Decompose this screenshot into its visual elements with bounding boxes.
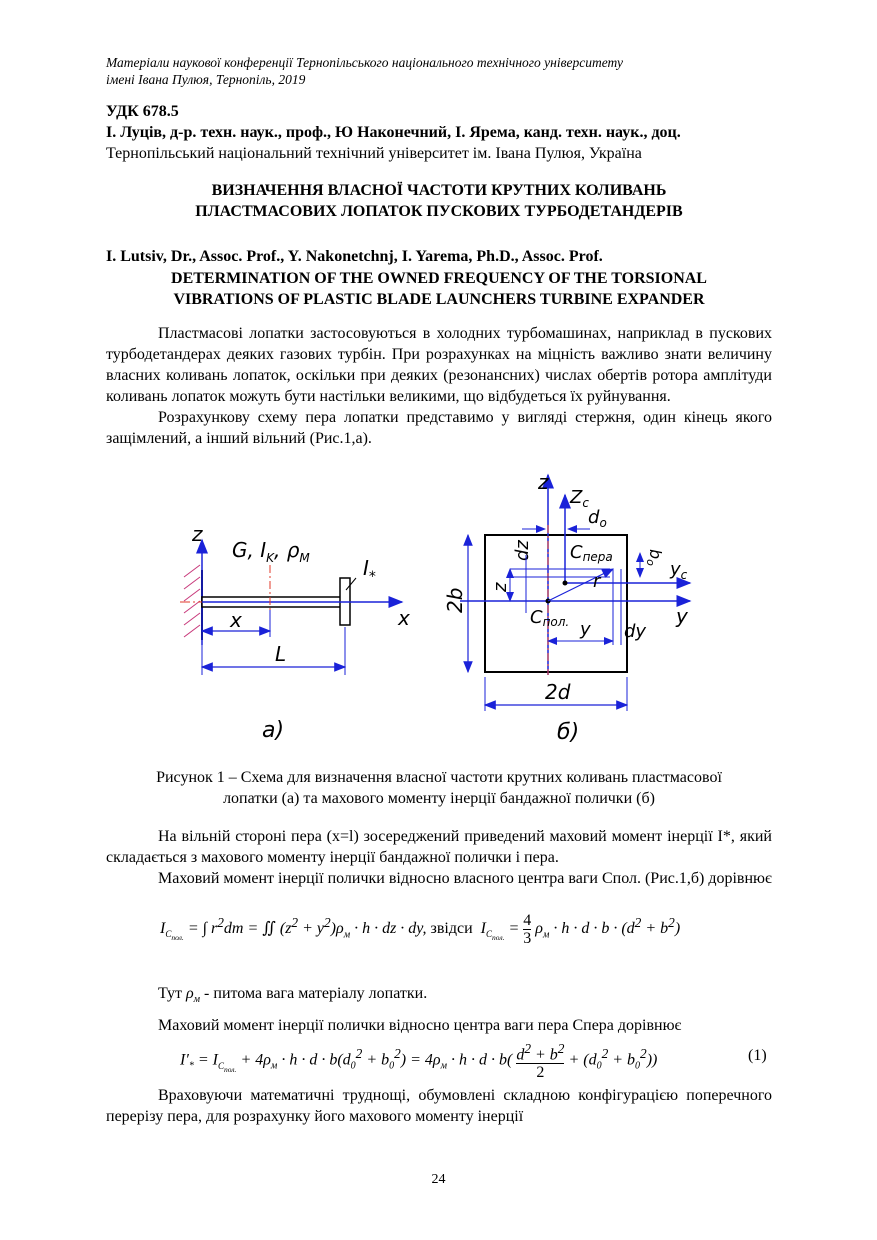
udk-code: УДК 678.5 bbox=[106, 103, 179, 120]
fig-a-x-axis: x bbox=[398, 606, 410, 630]
paragraph-2: Розрахункову схему пера лопатки представимо у вигляді стержня, один кінець якого защімлений, а інший вільний (Рис.1,а). bbox=[106, 409, 772, 447]
body-paragraphs bbox=[106, 826, 772, 889]
fig-a-x-dim: x bbox=[230, 608, 242, 632]
title-ua bbox=[106, 180, 772, 222]
formula-word: звідси bbox=[430, 920, 473, 938]
formula-1: $I'_* = I_{C_{пол.}} + 4\rho_м \cdot h \cdot d \cdot b(d_0^2 + b_0^2) = 4\rho_м \cdot h \cdot d \cdot b$( $\frac{d^2 + b^2}{2}$ + $(d_0^2 + b_0^2)$) bbox=[180, 1041, 658, 1082]
fig-b-z-label: z bbox=[538, 470, 549, 494]
fig-b-dz-label: dz bbox=[512, 540, 533, 561]
fig-b-c-pera-label: Cпера bbox=[570, 542, 613, 564]
fig-b-two-d: 2d bbox=[545, 680, 571, 704]
fig-b-two-b: 2b bbox=[443, 587, 467, 613]
figure-part-b bbox=[443, 470, 690, 745]
equation-number: (1) bbox=[748, 1047, 767, 1064]
paragraph-7-block bbox=[106, 1085, 772, 1127]
fig-b-zc-label: $Z_c$ bbox=[570, 487, 589, 510]
authors-en: I. Lutsiv, Dr., Assoc. Prof., Y. Nakonetchnj, I. Yarema, Ph.D., Assoc. Prof. bbox=[106, 248, 603, 265]
paragraph-7: Враховуючи математичні труднощі, обумовлені складною конфігурацією поперечного перерізу пера, для розрахунку його махового моменту інерції bbox=[106, 1087, 772, 1125]
fig-b-z-inner: z bbox=[490, 582, 511, 592]
fig-a-z-label: z bbox=[192, 522, 203, 546]
title-en bbox=[106, 268, 772, 310]
page-number: 24 bbox=[431, 1172, 446, 1187]
paragraph-3: На вільній стороні пера (x=l) зосереджений приведений маховий момент інерції I*, який складається з махового моменту інерції бандажної полички і пера. bbox=[106, 828, 772, 866]
caption-line-1: Рисунок 1 – Схема для визначення власної частоти крутних коливань пластмасової bbox=[156, 769, 722, 786]
fig-b-y-inner: y bbox=[580, 619, 591, 640]
title-en-line-1: DETERMINATION OF THE OWNED FREQUENCY OF THE TORSIONAL bbox=[171, 270, 707, 287]
fig-a-params: G, $I_K$, $\rho_M$ bbox=[232, 538, 310, 565]
fig-b-d0-label: $d_o$ bbox=[588, 507, 607, 530]
fig-b-c-pol-label: Cпол. bbox=[530, 607, 570, 629]
fig-b-label: б) bbox=[557, 720, 580, 745]
header-line-2: імені Івана Пулюя, Тернопіль, 2019 bbox=[106, 72, 306, 87]
figure-caption bbox=[106, 767, 772, 809]
figure-1 bbox=[170, 465, 710, 755]
paragraph-4: Маховий момент інерції полички відносно власного центра ваги Cпол. (Рис.1,б) дорівнює bbox=[158, 870, 772, 887]
paragraph-6: Маховий момент інерції полички відносно центра ваги пера Cпера дорівнює bbox=[158, 1017, 682, 1035]
fig-a-label: а) bbox=[262, 718, 285, 743]
paragraph-1: Пластмасові лопатки застосовуються в холодних турбомашинах, наприклад в пускових турбодетандерах деяких газових турбін. При розрахунках на міцність важливо знати величину власних коливань лопаток, оскільки при деяких (резонансних) числах обертів ротора амплітуди коливань лопаток можуть бути настільки великими, що відбудеться їх руйнування. bbox=[106, 325, 772, 405]
intro-paragraphs bbox=[106, 323, 772, 449]
figure-part-a bbox=[180, 522, 410, 743]
fig-a-length-l: L bbox=[275, 642, 287, 666]
title-ua-line-2: ПЛАСТМАСОВИХ ЛОПАТОК ПУСКОВИХ ТУРБОДЕТАНДЕРІВ bbox=[195, 203, 683, 220]
affiliation: Тернопільський національний технічний університет ім. Івана Пулюя, Україна bbox=[106, 145, 642, 162]
fig-b-dy-label: dy bbox=[624, 621, 647, 642]
caption-line-2: лопатки (а) та махового моменту інерції бандажної полички (б) bbox=[223, 790, 655, 807]
title-en-line-2: VIBRATIONS OF PLASTIC BLADE LAUNCHERS TURBINE EXPANDER bbox=[173, 291, 705, 308]
fig-b-yc-label: $y_c$ bbox=[670, 559, 688, 582]
paragraph-5: Тут $\rho_м$ - питома вага матеріалу лопатки. Маховий момент інерції полички відносно центра ваги пера Cпера дорівнює bbox=[106, 983, 772, 1036]
header-line-1: Матеріали наукової конференції Тернопільського національного технічного університету bbox=[106, 55, 623, 70]
title-ua-line-1: ВИЗНАЧЕННЯ ВЛАСНОЇ ЧАСТОТИ КРУТНИХ КОЛИВАНЬ bbox=[211, 182, 667, 199]
fig-b-y-axis: y bbox=[676, 604, 688, 628]
fig-b-r-label: r bbox=[593, 571, 601, 592]
fig-a-i-star: $I_*$ bbox=[363, 556, 376, 585]
conference-header bbox=[106, 54, 623, 88]
fig-b-b0-label: bo bbox=[644, 549, 665, 566]
formula-moment-pol: $I_{C_{пол.}}$ = ∫ $r^2dm$ = ∬ $(z^2 + y^2)\rho_м \cdot h$ · dz · dy, звідси $I_{C_{пол.}}$ = $\frac{4}{3}$ $\rho_м \cdot h \cdot d \cdot b \cdot (d^2 + b^2)$ bbox=[160, 912, 681, 947]
authors-ua: І. Луців, д-р. техн. наук., проф., Ю Наконечний, І. Ярема, канд. техн. наук., доц. bbox=[106, 124, 681, 141]
